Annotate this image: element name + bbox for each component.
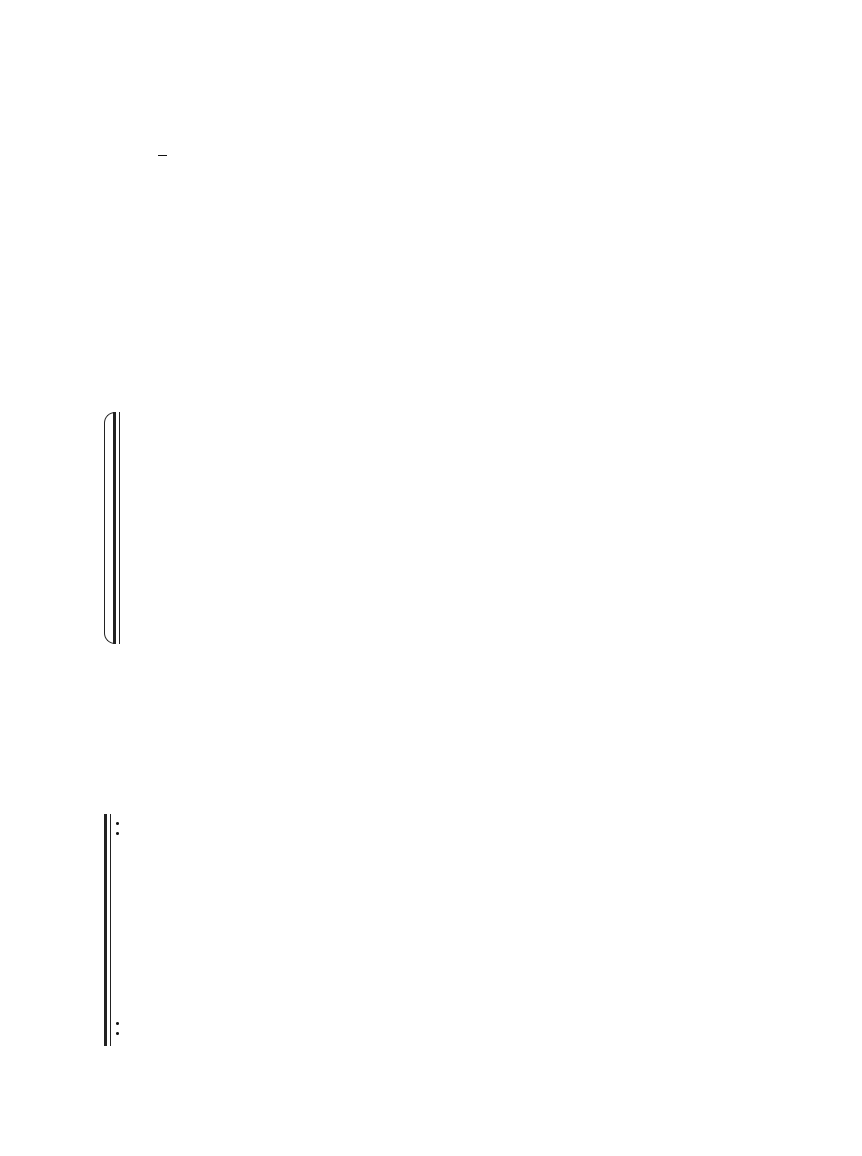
time-signature: [158, 155, 167, 156]
system-bar-thick: [113, 412, 116, 644]
system-bar-thin: [110, 814, 111, 1046]
repeat-dot: [116, 1022, 119, 1025]
repeat-dot: [116, 822, 119, 825]
system-bar-thick: [104, 814, 107, 1046]
repeat-dot: [116, 832, 119, 835]
repeat-dot: [116, 1032, 119, 1035]
time-signature-bar: [158, 155, 167, 156]
system-bar-thin: [119, 412, 120, 644]
